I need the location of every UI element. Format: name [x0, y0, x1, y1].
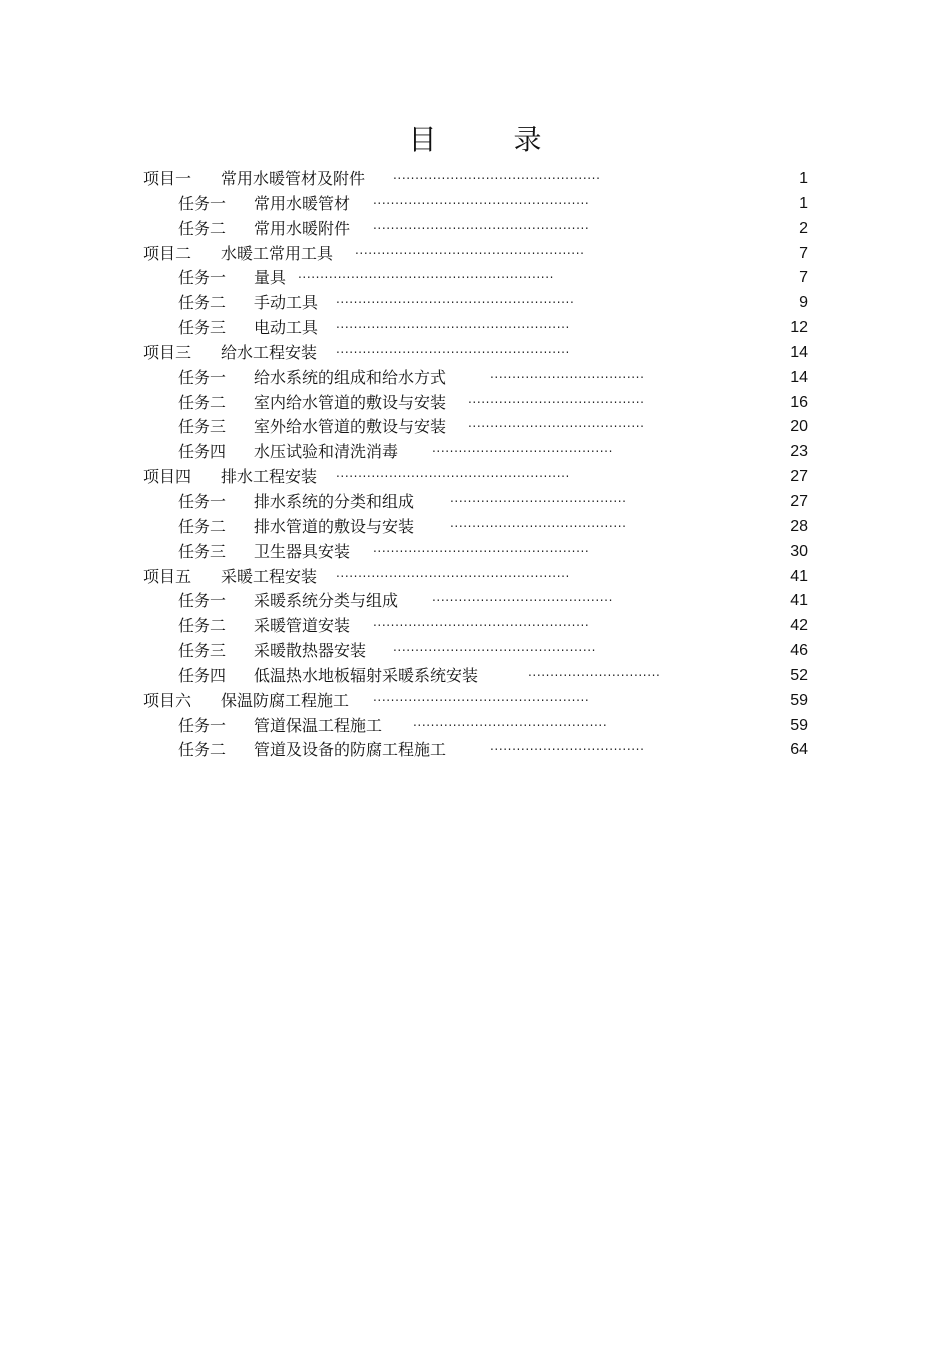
dot-leader: ........................................	[450, 490, 627, 505]
toc-entry-label: 任务四	[178, 442, 227, 462]
toc-entry-title: 给水工程安装	[221, 342, 318, 362]
toc-entry-label: 任务四	[178, 665, 227, 685]
dot-leader: .................................................	[373, 615, 590, 630]
toc-entry-title: 采暖管道安装	[254, 616, 351, 636]
toc-entry-label: 任务二	[178, 516, 227, 536]
toc-entry-page-number: 1	[799, 170, 808, 187]
toc-entry-page-number: 23	[790, 443, 808, 461]
dot-leader: .....................................................	[336, 466, 570, 481]
dot-leader: ..........................................................	[298, 267, 555, 282]
toc-entry-title: 采暖工程安装	[221, 566, 318, 586]
toc-entry-title: 手动工具	[254, 293, 319, 313]
toc-task-entry	[143, 639, 808, 664]
toc-entry-title: 排水工程安装	[221, 467, 318, 487]
toc-entry-label: 项目四	[143, 467, 192, 487]
toc-entry-label: 任务一	[178, 193, 227, 213]
toc-entry-title: 常用水暖管材	[254, 193, 351, 213]
toc-entry-page-number: 27	[790, 468, 808, 486]
toc-entry-page-number: 20	[790, 418, 808, 436]
toc-entry-label: 任务二	[178, 293, 227, 313]
toc-entry-title: 常用水暖管材及附件	[221, 169, 366, 188]
toc-entry-title: 水暖工常用工具	[221, 243, 334, 263]
toc-entry-page-number: 2	[799, 219, 808, 237]
toc-entry-label: 项目五	[143, 566, 192, 586]
toc-entry-label: 任务三	[178, 318, 227, 338]
toc-entry-page-number: 16	[790, 393, 808, 411]
toc-entry-label: 项目二	[143, 243, 192, 263]
toc-entry-title: 量具	[254, 268, 287, 288]
dot-leader: .................................................	[373, 217, 590, 232]
toc-entry-label: 任务二	[178, 616, 227, 636]
dot-leader: ..............................................	[393, 640, 597, 655]
page-title: 目 录	[408, 123, 576, 156]
toc-entry-page-number: 1	[799, 194, 808, 212]
dot-leader: ........................................	[450, 515, 627, 530]
toc-entry-label: 项目一	[143, 169, 192, 188]
toc-entry-title: 管道及设备的防腐工程施工	[254, 740, 447, 760]
toc-entry-label: 任务一	[178, 268, 227, 288]
toc-entry-label: 任务二	[178, 740, 227, 760]
toc-entry-label: 任务一	[178, 591, 227, 611]
toc-entry-page-number: 64	[790, 741, 808, 759]
toc-entry-page-number: 14	[790, 343, 808, 361]
toc-entry-label: 任务三	[178, 541, 227, 561]
toc-entry-page-number: 7	[799, 269, 808, 287]
toc-entry-title: 保温防腐工程施工	[221, 690, 350, 710]
toc-entry-title: 给水系统的组成和给水方式	[254, 367, 447, 387]
dot-leader: ........................................	[468, 391, 645, 406]
toc-project-entry	[143, 341, 808, 366]
toc-entry-label: 任务一	[178, 367, 227, 387]
toc-entry-page-number: 59	[790, 691, 808, 709]
dot-leader: ...............................................	[393, 168, 601, 182]
toc-entry-page-number: 30	[790, 542, 808, 560]
toc-entry-page-number: 41	[790, 567, 808, 585]
toc-entry-title: 排水系统的分类和组成	[254, 491, 415, 511]
toc-entry-title: 低温热水地板辐射采暖系统安装	[254, 665, 479, 685]
toc-entry-label: 任务三	[178, 641, 227, 661]
toc-entry-title: 采暖系统分类与组成	[254, 591, 399, 611]
toc-entry-title: 水压试验和清洗消毒	[254, 442, 399, 462]
dot-leader: ..............................	[528, 664, 661, 679]
dot-leader: .................................................	[373, 192, 590, 207]
toc-task-entry	[143, 738, 808, 763]
dot-leader: .................................................	[373, 540, 590, 555]
dot-leader: ...................................	[490, 739, 645, 754]
dot-leader: .....................................................	[336, 317, 570, 332]
dot-leader: .....................................................	[336, 565, 570, 580]
toc-entry-label: 项目六	[143, 690, 192, 710]
toc-entry-page-number: 7	[799, 244, 808, 262]
toc-entry-title: 室外给水管道的敷设与安装	[254, 417, 447, 437]
dot-leader: ......................................................	[336, 292, 575, 307]
toc-entry-page-number: 52	[790, 666, 808, 684]
dot-leader: ....................................................	[355, 242, 585, 257]
toc-entry-page-number: 42	[790, 617, 808, 635]
toc-entry-page-number: 46	[790, 642, 808, 660]
toc-entry-page-number: 28	[790, 517, 808, 535]
toc-entry-page-number: 41	[790, 592, 808, 610]
toc-list	[143, 167, 808, 763]
toc-entry-page-number: 9	[799, 294, 808, 312]
dot-leader: .....................................................	[336, 341, 570, 356]
toc-entry-title: 排水管道的敷设与安装	[254, 516, 415, 536]
toc-entry-title: 室内给水管道的敷设与安装	[254, 392, 447, 412]
toc-entry-label: 任务二	[178, 392, 227, 412]
toc-entry-page-number: 27	[790, 492, 808, 510]
toc-entry-title: 管道保温工程施工	[254, 715, 383, 735]
dot-leader: .................................................	[373, 689, 590, 704]
toc-entry-label: 任务一	[178, 715, 227, 735]
dot-leader: ............................................	[413, 714, 608, 729]
dot-leader: .........................................	[432, 590, 613, 605]
dot-leader: ...................................	[490, 366, 645, 381]
toc-entry-page-number: 12	[790, 319, 808, 337]
toc-entry-title: 采暖散热器安装	[254, 641, 367, 661]
toc-entry-label: 任务三	[178, 417, 227, 437]
toc-task-entry	[143, 714, 808, 739]
dot-leader: .........................................	[432, 441, 613, 456]
toc-entry-label: 任务二	[178, 218, 227, 238]
dot-leader: ........................................	[468, 416, 645, 431]
toc-entry-title: 电动工具	[254, 318, 319, 338]
toc-entry-title: 常用水暖附件	[254, 218, 351, 238]
toc-entry-title: 卫生器具安装	[254, 541, 351, 561]
toc-entry-page-number: 14	[790, 368, 808, 386]
toc-entry-label: 任务一	[178, 491, 227, 511]
toc-entry-label: 项目三	[143, 342, 192, 362]
toc-entry-page-number: 59	[790, 716, 808, 734]
